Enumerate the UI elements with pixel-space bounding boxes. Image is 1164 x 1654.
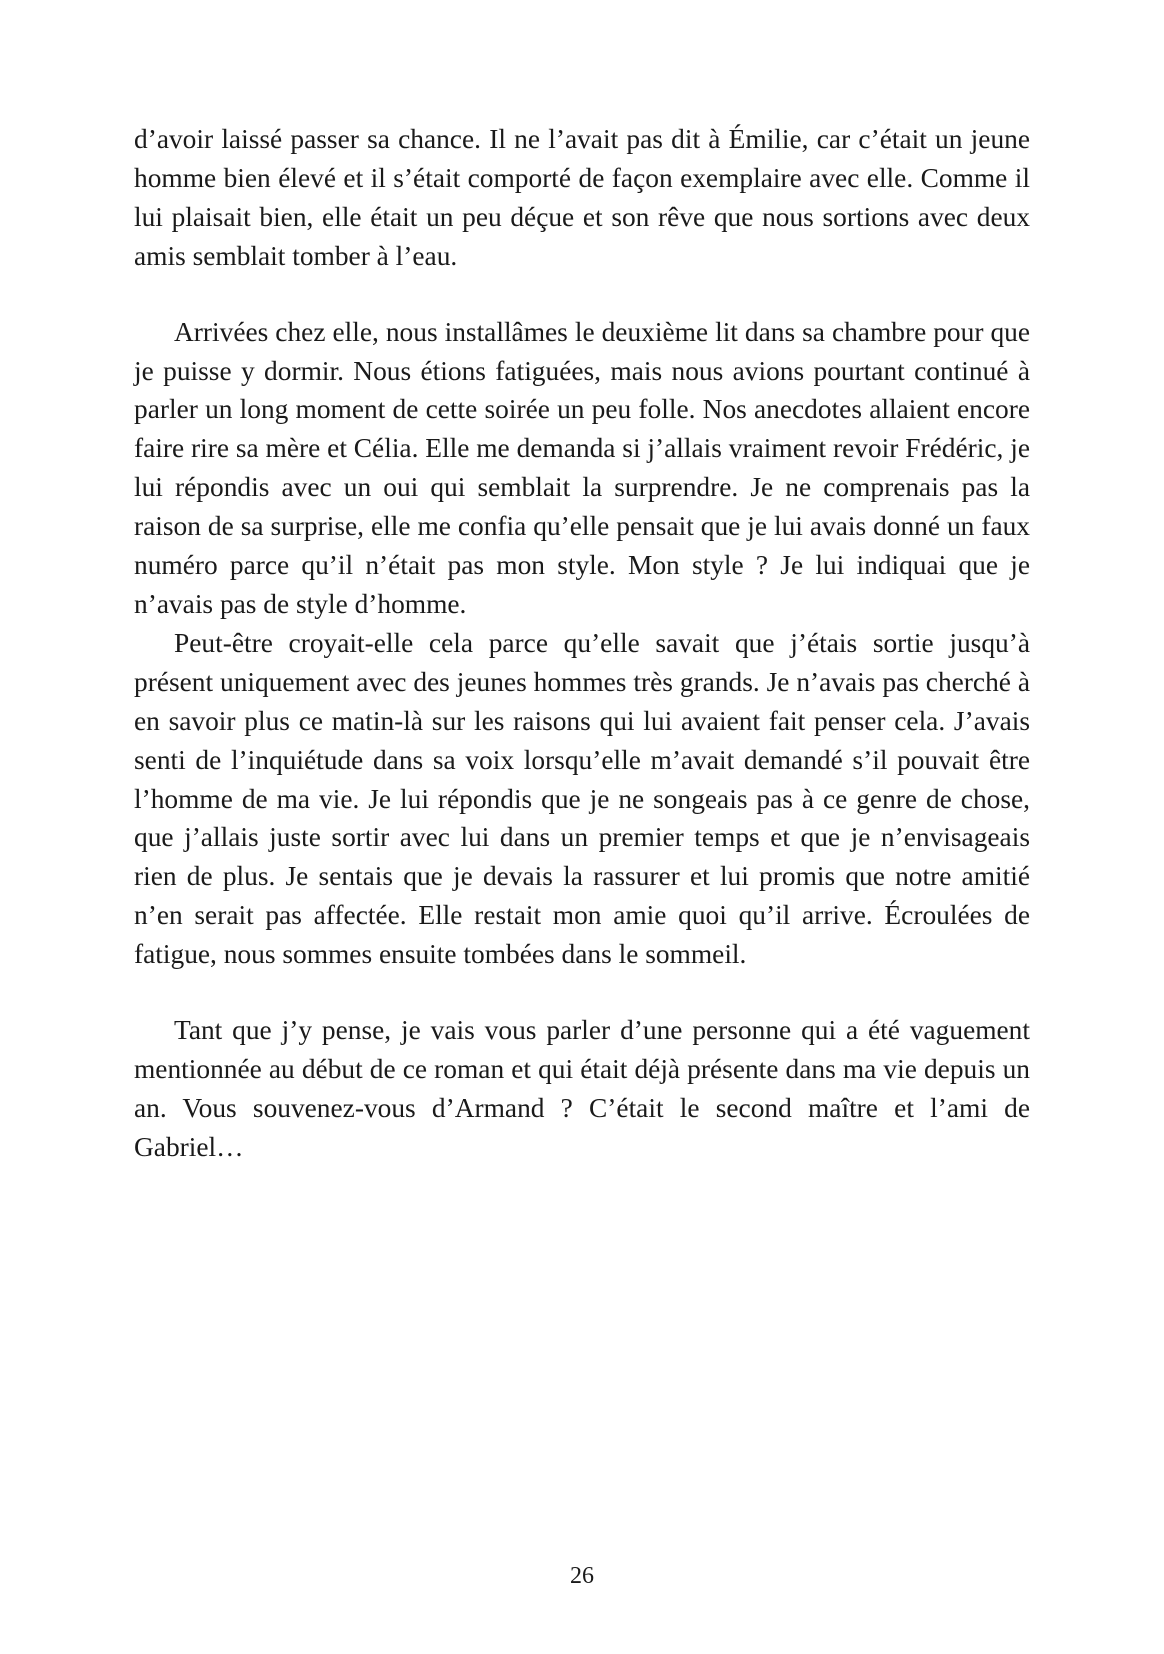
paragraph-arrival: Arrivées chez elle, nous installâmes le deuxième lit dans sa chambre pour que je puisse y dormir. Nous étions fatiguées, mais nous avions pourtant continué à parler un long moment de cette soirée un peu folle. Nos anecdotes allaient encore faire rire sa mère et Célia. Elle me demanda si j’allais vraiment revoir Frédéric, je lui répondis avec un oui qui semblait la surprendre. Je ne comprenais pas la raison de sa surprise, elle me confia qu’elle pensait que je lui avais donné un faux numéro parce qu’il n’était pas mon style. Mon style ? Je lui indiquai que je n’avais pas de style d’homme.: [134, 316, 1030, 619]
paragraph-reflection: Peut-être croyait-elle cela parce qu’elle savait que j’étais sortie jusqu’à présent uniquement avec des jeunes hommes très grands. Je n’avais pas cherché à en savoir plus ce matin-là sur les raisons qui lui avaient fait penser cela. J’avais senti de l’inquiétude dans sa voix lorsqu’elle m’avait demandé s’il pouvait être l’homme de ma vie. Je lui répondis que je ne songeais pas à ce genre de chose, que j’allais juste sortir avec lui dans un premier temps et que je n’envisageais rien de plus. Je sentais que je devais la rassurer et lui promis que notre amitié n’en serait pas affectée. Elle restait mon amie quoi qu’il arrive. Écroulées de fatigue, nous sommes ensuite tombées dans le sommeil.: [134, 627, 1030, 970]
page-number: 26: [570, 1563, 594, 1589]
paragraph-armand: Tant que j’y pense, je vais vous parler d’une personne qui a été vaguement mentionnée au début de ce roman et qui était déjà présente dans ma vie depuis un an. Vous souvenez-vous d’Armand ? C’était le second maître et l’ami de Gabriel…: [134, 1015, 1030, 1162]
page-body: [134, 120, 1030, 1600]
paragraph-continuation: d’avoir laissé passer sa chance. Il ne l’avait pas dit à Émilie, car c’était un jeune homme bien élevé et il s’était comporté de façon exemplaire avec elle. Comme il lui plaisait bien, elle était un peu déçue et son rêve que nous sortions avec deux amis semblait tomber à l’eau.: [134, 124, 1030, 271]
